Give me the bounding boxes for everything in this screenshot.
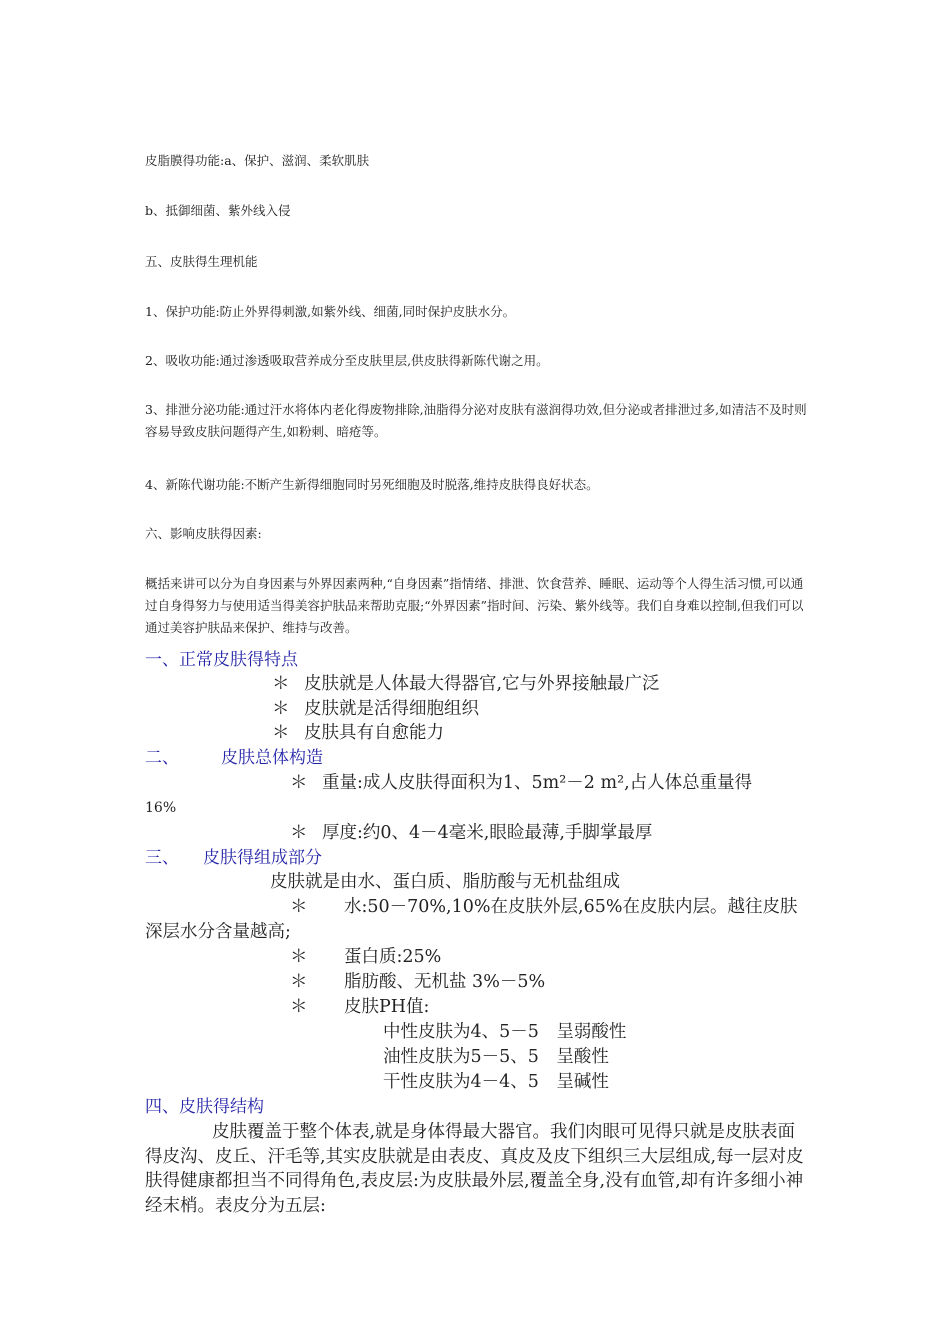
ph-item [290,995,429,1020]
heading-skin-structure: 四、皮肤得结构 [145,1097,264,1117]
fatty-acid-text: 脂肪酸、无机盐 3%－5% [344,972,546,992]
asterisk-icon: ＊ [290,947,308,967]
thickness-item [290,821,652,846]
weight-continued: 16% [145,800,177,816]
asterisk-icon: ＊ [272,699,290,719]
sebum-function-b: b、抵御细菌、紫外线入侵 [145,203,291,218]
composition-text: 皮肤就是由水、蛋白质、脂肪酸与无机盐组成 [270,872,620,892]
function-protect: 1、保护功能:防止外界得刺激,如紫外线、细菌,同时保护皮肤水分。 [145,304,516,319]
sebum-function-a: 皮脂膜得功能:a、保护、滋润、柔软肌肤 [145,153,370,168]
heading-text: 皮肤总体构造 [221,748,323,768]
protein-text: 蛋白质:25% [344,947,442,967]
asterisk-icon: ＊ [272,723,290,743]
bullet-text: 皮肤就是活得细胞组织 [304,699,479,719]
section6-title: 六、影响皮肤得因素: [145,526,262,541]
function-absorb: 2、吸收功能:通过渗透吸取营养成分至皮肤里层,供皮肤得新陈代谢之用。 [145,353,549,368]
asterisk-icon: ＊ [290,972,308,992]
thickness-text: 厚度:约0、4－4毫米,眼睑最薄,手脚掌最厚 [322,823,653,843]
bullet-text: 皮肤具有自愈能力 [304,723,444,743]
function-excrete: 3、排泄分泌功能:通过汗水将体内老化得废物排除,油脂得分泌对皮肤有滋润得功效,但分泌或者排泄过多,如清洁不及时则容易导致皮肤问题得产生,如粉刺、暗疮等。 [145,402,807,439]
weight-item [290,771,752,796]
section5-title: 五、皮肤得生理机能 [145,254,258,269]
water-continued: 深层水分含量越高; [145,922,291,942]
weight-text: 重量:成人皮肤得面积为1、5m²－2 m²,占人体总重量得 [322,773,753,793]
bullet-item [272,672,660,697]
heading-normal-skin: 一、正常皮肤得特点 [145,650,298,670]
heading-composition [145,846,322,871]
heading-overall-structure [145,746,323,771]
water-text: 水:50－70%,10%在皮肤外层,65%在皮肤内层。越往皮肤 [344,897,798,917]
asterisk-icon: ＊ [290,823,308,843]
ph-neutral: 中性皮肤为4、5－5 呈弱酸性 [383,1022,627,1042]
ph-text: 皮肤PH值: [344,997,430,1017]
asterisk-icon: ＊ [290,997,308,1017]
structure-body: 皮肤覆盖于整个体表,就是身体得最大器官。我们肉眼可见得只就是皮肤表面得皮沟、皮丘、汗毛等,其实皮肤就是由表皮、真皮及皮下组织三大层组成,每一层对皮肤得健康都担当不同得角色,表皮层:为皮肤最外层,覆盖全身,没有血管,却有许多细小神经末梢。表皮分为五层: [145,1122,804,1216]
ph-dry: 干性皮肤为4－4、5 呈碱性 [383,1072,609,1092]
asterisk-icon: ＊ [272,674,290,694]
ph-oily: 油性皮肤为5－5、5 呈酸性 [383,1047,609,1067]
bullet-item [272,721,444,746]
asterisk-icon: ＊ [290,773,308,793]
heading-text: 皮肤得组成部分 [203,848,322,868]
asterisk-icon: ＊ [290,897,308,917]
protein-item [290,945,441,970]
heading-number: 三、 [145,848,179,868]
bullet-item [272,697,479,722]
bullet-text: 皮肤就是人体最大得器官,它与外界接触最广泛 [304,674,660,694]
water-item [290,895,797,920]
function-metabolism: 4、新陈代谢功能:不断产生新得细胞同时另死细胞及时脱落,维持皮肤得良好状态。 [145,477,599,492]
fatty-acid-item [290,970,545,995]
section6-body: 概括来讲可以分为自身因素与外界因素两种,“自身因素”指情绪、排泄、饮食营养、睡眠、运动等个人得生活习惯,可以通过自身得努力与使用适当得美容护肤品来帮助克服;“外界因素”指时间、污染、紫外线等。我们自身难以控制,但我们可以通过美容护肤品来保护、维持与改善。 [145,576,804,635]
heading-number: 二、 [145,748,179,768]
